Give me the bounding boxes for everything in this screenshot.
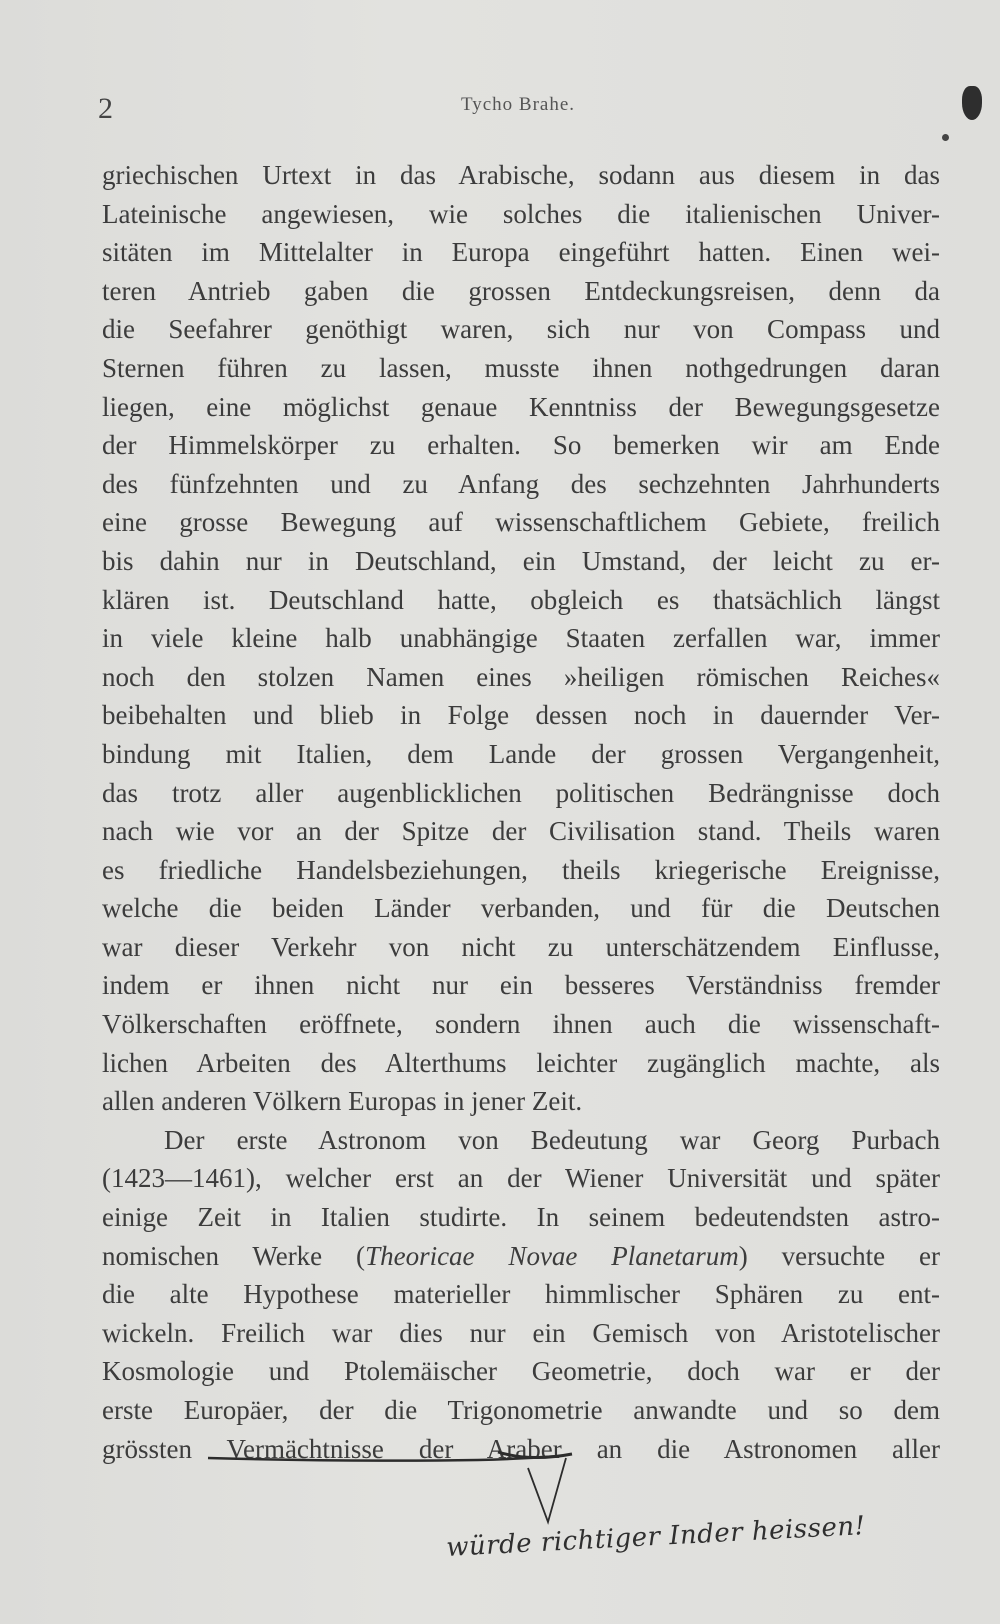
text-line: Der erste Astronom von Bedeutung war Georg Purbach: [164, 1124, 940, 1155]
text-line: des fünfzehnten und zu Anfang des sechzehnten Jahrhunderts: [102, 468, 940, 499]
text-line: war dieser Verkehr von nicht zu unterschätzendem Einflusse,: [102, 931, 940, 962]
text-line: Völkerschaften eröffnete, sondern ihnen auch die wissenschaft-: [102, 1009, 940, 1040]
text-line: indem er ihnen nicht nur ein besseres Verständniss fremder: [102, 970, 940, 1001]
book-title: Theoricae Novae Planetarum: [365, 1240, 739, 1271]
text-line: eine grosse Bewegung auf wissenschaftlichem Gebiete, freilich: [102, 507, 940, 538]
text-line: nach wie vor an der Spitze der Civilisation stand. Theils waren: [102, 816, 940, 847]
text-line: Lateinische angewiesen, wie solches die italienischen Univer-: [102, 198, 940, 229]
text-line: einige Zeit in Italien studirte. In seinem bedeutendsten astro-: [102, 1202, 940, 1233]
text-line: klären ist. Deutschland hatte, obgleich es thatsächlich längst: [102, 584, 940, 615]
text-line: (1423—1461), welcher erst an der Wiener Universität und später: [102, 1163, 940, 1194]
text-line: die Seefahrer genöthigt waren, sich nur von Compass und: [102, 314, 940, 345]
text-line: noch den stolzen Namen eines »heiligen römischen Reiches«: [102, 661, 940, 692]
text-line: liegen, eine möglichst genaue Kenntniss der Bewegungsgesetze: [102, 391, 940, 422]
text-line: bis dahin nur in Deutschland, ein Umstand, der leicht zu er-: [102, 545, 940, 576]
text-line: teren Antrieb gaben die grossen Entdeckungsreisen, denn da: [102, 275, 940, 306]
body-text: [102, 156, 940, 1468]
text-line: der Himmelskörper zu erhalten. So bemerken wir am Ende: [102, 430, 940, 461]
text-line: lichen Arbeiten des Alterthums leichter zugänglich machte, als: [102, 1047, 940, 1078]
running-head: Tycho Brahe.: [460, 94, 576, 115]
text-segment: nomischen Werke (: [102, 1240, 366, 1271]
text-line: das trotz aller augenblicklichen politischen Bedrängnisse doch: [102, 777, 940, 808]
text-line: Sternen führen zu lassen, musste ihnen nothgedrungen daran: [102, 352, 940, 383]
text-line: es friedliche Handelsbeziehungen, theils kriegerische Ereignisse,: [102, 854, 940, 885]
page-number: 2: [98, 92, 113, 125]
text-segment: ) versuchte er: [738, 1240, 940, 1271]
handwritten-note: würde richtiger Inder heissen!: [445, 1511, 867, 1563]
text-line: griechischen Urtext in das Arabische, sodann aus diesem in das: [102, 160, 940, 190]
page-header: [98, 92, 938, 126]
text-line: in viele kleine halb unabhängige Staaten zerfallen war, immer: [102, 623, 940, 654]
text-line: Kosmologie und Ptolemäischer Geometrie, doch war er der: [102, 1356, 940, 1387]
text-line-with-title: [102, 1237, 940, 1276]
text-line: wickeln. Freilich war dies nur ein Gemisch von Aristotelischer: [102, 1317, 940, 1348]
text-line: bindung mit Italien, dem Lande der grossen Vergangenheit,: [102, 738, 940, 769]
ink-dot: [942, 134, 949, 141]
text-line: die alte Hypothese materieller himmlischer Sphären zu ent-: [102, 1279, 940, 1310]
text-line: allen anderen Völkern Europas in jener Zeit.: [102, 1086, 583, 1117]
text-line: welche die beiden Länder verbanden, und für die Deutschen: [102, 893, 940, 924]
text-line: sitäten im Mittelalter in Europa eingeführt hatten. Einen wei-: [102, 237, 940, 268]
text-line: erste Europäer, der die Trigonometrie anwandte und so dem: [102, 1395, 940, 1425]
ink-blot: [962, 86, 982, 120]
text-line: grössten Vermächtnisse der Araber an die Astronomen aller: [102, 1433, 940, 1464]
text-line: beibehalten und blieb in Folge dessen noch in dauernder Ver-: [102, 700, 940, 731]
